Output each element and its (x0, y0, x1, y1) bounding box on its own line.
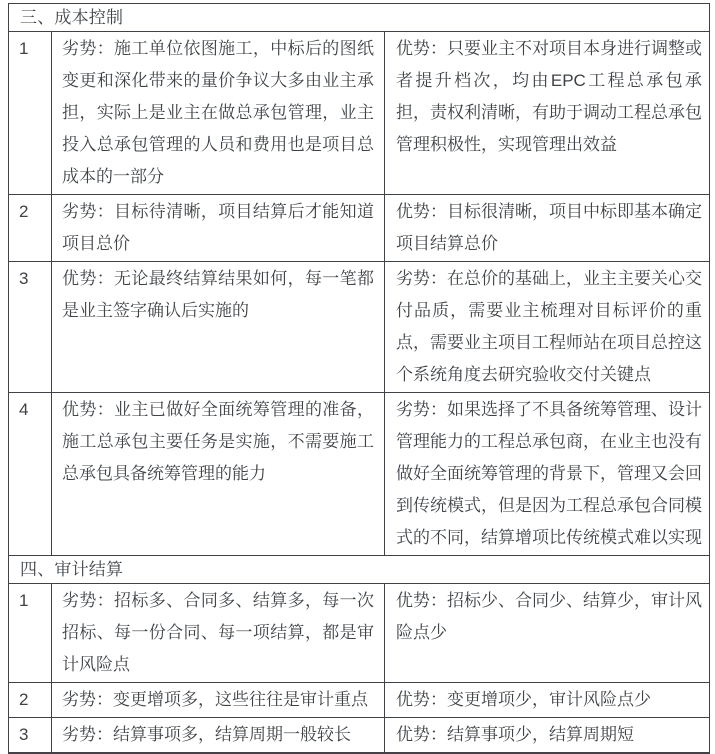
disadvantage-cell: 劣势：结算事项多，结算周期一般较长 (51, 718, 384, 752)
comparison-table (8, 3, 710, 754)
table-row (9, 583, 709, 682)
row-number: 3 (19, 725, 29, 744)
disadvantage-cell: 劣势：目标待清晰，项目结算后才能知道项目总价 (51, 195, 384, 261)
disadvantage-cell: 劣势：在总价的基础上，业主主要关心交付品质，需要业主梳理对目标评价的重点，需要业主项目工程师站在项目总控这个系统角度去研究验收交付关键点 (384, 262, 709, 392)
row-number: 2 (19, 202, 29, 221)
disadvantage-cell: 劣势：变更增项多，这些往往是审计重点 (51, 683, 384, 717)
disadvantage-cell: 劣势：施工单位依图施工，中标后的图纸变更和深化带来的量价争议大多由业主承担，实际上是业主在做总承包管理，业主投入总承包管理的人员和费用也是项目总成本的一部分 (51, 32, 384, 194)
advantage-cell: 优势：结算事项少，结算周期短 (384, 718, 709, 752)
advantage-cell: 优势：变更增项少，审计风险点少 (384, 683, 709, 717)
section-header-cost-control: 三、成本控制 (20, 8, 124, 27)
row-number: 1 (19, 39, 29, 58)
table-row (9, 194, 709, 261)
table-row (9, 31, 709, 194)
disadvantage-cell: 劣势：招标多、合同多、结算多，每一次招标、每一份合同、每一项结算，都是审计风险点 (51, 584, 384, 682)
row-number: 3 (19, 269, 29, 288)
advantage-cell: 优势：业主已做好全面统筹管理的准备，施工总承包主要任务是实施，不需要施工总承包具备统筹管理的能力 (51, 393, 384, 555)
section-header-audit-settlement: 四、审计结算 (9, 555, 709, 583)
advantage-cell: 优势：目标很清晰，项目中标即基本确定项目结算总价 (384, 195, 709, 261)
disadvantage-cell: 劣势：如果选择了不具备统筹管理、设计管理能力的工程总承包商，在业主也没有做好全面统筹管理的背景下，管理又会回到传统模式，但是因为工程总承包合同模式的不同，结算增项比传统模式难以实现 (384, 393, 709, 555)
table-row (9, 392, 709, 555)
row-number: 2 (19, 690, 29, 709)
advantage-cell: 优势：招标少、合同少、结算少，审计风险点少 (384, 584, 709, 682)
row-number: 1 (19, 591, 29, 610)
advantage-cell: 优势：无论最终结算结果如何，每一笔都是业主签字确认后实施的 (51, 262, 384, 392)
row-number: 4 (19, 400, 29, 419)
table-row (9, 261, 709, 392)
advantage-cell: 优势：只要业主不对项目本身进行调整或者提升档次，均由EPC工程总承包承担，责权利清晰，有助于调动工程总承包管理积极性，实现管理出效益 (384, 32, 709, 194)
table-row (9, 682, 709, 717)
